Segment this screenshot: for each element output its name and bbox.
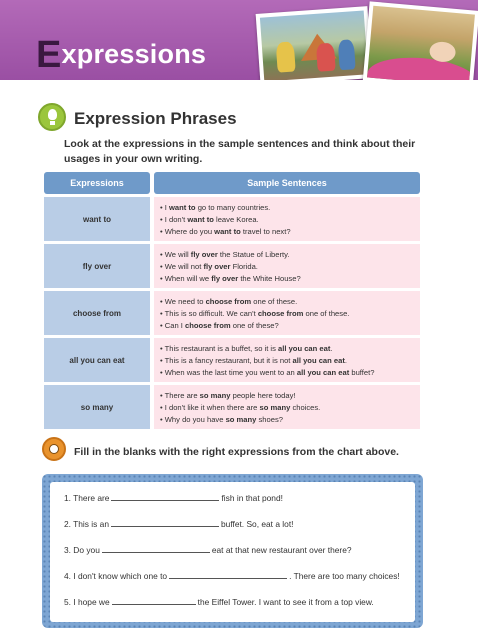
exercise-list — [50, 482, 415, 622]
sentences-cell — [154, 197, 420, 241]
sample-sentence: • We will not fly over Florida. — [160, 261, 258, 271]
exercise-box — [42, 474, 423, 628]
sample-sentence: • When will we fly over the White House? — [160, 273, 301, 283]
relaxing-photo — [363, 1, 478, 80]
camping-photo — [256, 6, 373, 80]
exercise-item: 5. I hope we the Eiffel Tower. I want to see it from a top view. — [64, 597, 374, 607]
sample-sentence: • This restaurant is a buffet, so it is all you can eat. — [160, 343, 333, 353]
answer-blank[interactable] — [111, 492, 219, 501]
expression-cell: choose from — [44, 291, 150, 335]
column-header-expressions: Expressions — [44, 172, 150, 194]
answer-blank[interactable] — [112, 596, 196, 605]
clock-icon — [42, 437, 66, 461]
table-header — [44, 172, 420, 194]
sample-sentence: • We will fly over the Statue of Liberty. — [160, 249, 290, 259]
page-header — [0, 0, 478, 80]
exercise-item: 2. This is an buffet. So, eat a lot! — [64, 519, 294, 529]
exercise-item: 1. There are fish in that pond! — [64, 493, 283, 503]
exercise-item: 4. I don't know which one to . There are too many choices! — [64, 571, 400, 581]
expression-cell: want to — [44, 197, 150, 241]
sample-sentence: • I don't want to leave Korea. — [160, 214, 259, 224]
sample-sentence: • When was the last time you went to an all you can eat buffet? — [160, 367, 375, 377]
sample-sentence: • There are so many people here today! — [160, 390, 296, 400]
expressions-table — [44, 172, 420, 432]
answer-blank[interactable] — [102, 544, 210, 553]
expression-cell: so many — [44, 385, 150, 429]
title-rest: xpressions — [61, 39, 207, 69]
sentences-cell — [154, 291, 420, 335]
sample-sentence: • Where do you want to travel to next? — [160, 226, 291, 236]
table-row — [44, 385, 420, 429]
lightbulb-icon — [38, 103, 66, 131]
exercise-title: Fill in the blanks with the right expressions from the chart above. — [74, 446, 399, 458]
sample-sentence: • We need to choose from one of these. — [160, 296, 298, 306]
table-row — [44, 197, 420, 241]
sentences-cell — [154, 385, 420, 429]
table-row — [44, 338, 420, 382]
instruction-text: Look at the expressions in the sample sentences and think about their usages in your own writing. — [64, 138, 416, 165]
sentences-cell — [154, 244, 420, 288]
sample-sentence: • This is so difficult. We can't choose from one of these. — [160, 308, 350, 318]
sentences-cell — [154, 338, 420, 382]
expression-cell: fly over — [44, 244, 150, 288]
sample-sentence: • Why do you have so many shoes? — [160, 414, 283, 424]
table-row — [44, 244, 420, 288]
column-header-sentences: Sample Sentences — [154, 172, 420, 194]
table-row — [44, 291, 420, 335]
sample-sentence: • I want to go to many countries. — [160, 202, 271, 212]
expression-cell: all you can eat — [44, 338, 150, 382]
answer-blank[interactable] — [169, 570, 287, 579]
sample-sentence: • I don't like it when there are so many choices. — [160, 402, 321, 412]
answer-blank[interactable] — [111, 518, 219, 527]
sample-sentence: • This is a fancy restaurant, but it is not all you can eat. — [160, 355, 347, 365]
sample-sentence: • Can I choose from one of these? — [160, 320, 279, 330]
section-title: Expression Phrases — [74, 109, 237, 128]
page-title — [36, 36, 206, 74]
exercise-item: 3. Do you eat at that new restaurant over there? — [64, 545, 352, 555]
title-initial: E — [36, 34, 62, 76]
